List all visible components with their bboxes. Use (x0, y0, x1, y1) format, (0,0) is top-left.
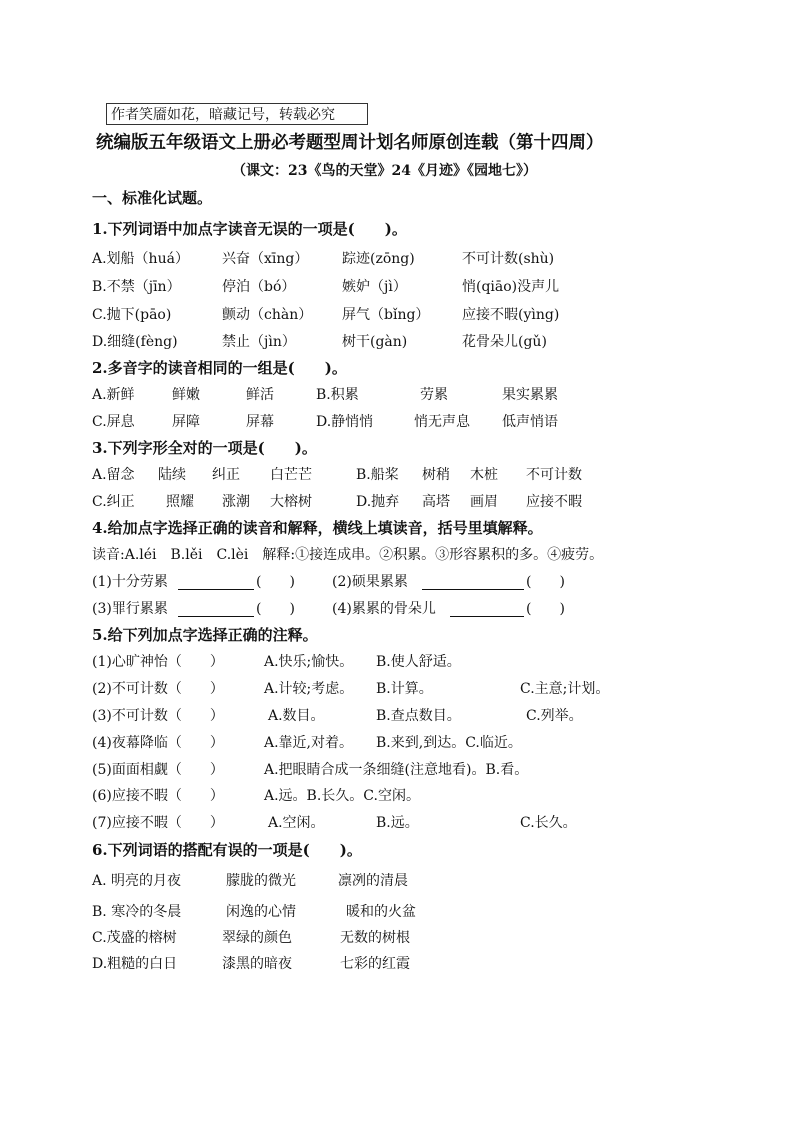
question-5-row (92, 811, 732, 835)
option-word: 照耀 (166, 494, 194, 510)
question-3-stem: 3.下列字形全对的一项是( )。 (92, 439, 317, 457)
option-d-word-3: 树干(gàn) (342, 334, 408, 350)
option-word: 大榕树 (270, 494, 312, 510)
option-word: 闲逸的心情 (226, 904, 296, 920)
question-6-row-c (92, 926, 732, 950)
option-c-word-3: 屏气（bǐng） (342, 307, 430, 323)
option-word: 陆续 (158, 467, 186, 483)
option-word: 凛冽的清晨 (338, 873, 408, 889)
option-word: B. 寒冷的冬晨 (92, 904, 182, 920)
question-4-items-row-2 (92, 597, 732, 621)
option-word: 七彩的红霞 (340, 956, 410, 972)
option-a-word-2: 兴奋（xīng） (222, 251, 309, 267)
choice-b: B.来到,到达。C.临近。 (376, 735, 522, 751)
pronunciation-and-meaning-options: 读音:A.léi B.lěi C.lèi 解释:①接连成串。②积累。③形容累积的多。④疲劳。 (92, 547, 604, 563)
item-label: (4)夜幕降临（ ） (92, 735, 224, 751)
option-word: 鲜嫩 (172, 387, 200, 403)
question-6-row-d (92, 952, 732, 976)
question-5-row (92, 677, 732, 701)
choice-b: B.计算。 (376, 681, 433, 697)
option-b-word-1: B.不禁（jīn） (92, 279, 181, 295)
option-word: 暖和的火盆 (346, 904, 416, 920)
option-word: 纠正 (212, 467, 240, 483)
option-word: A.新鲜 (92, 387, 135, 403)
option-c-word-4: 应接不暇(yìng) (462, 307, 560, 323)
choice-c: C.长久。 (520, 815, 577, 831)
option-word: 朦胧的微光 (226, 873, 296, 889)
answer-parens: ( ) (256, 601, 295, 617)
option-word: 涨潮 (222, 494, 250, 510)
option-a-word-1: A.划船（huá） (92, 251, 189, 267)
answer-blank[interactable] (450, 600, 524, 617)
question-4-items-row-1 (92, 570, 732, 594)
question-1-row-b (92, 275, 732, 299)
question-2-row-1 (92, 383, 732, 407)
option-a-word-3: 踪迹(zōng) (342, 251, 415, 267)
choice-c: C.列举。 (526, 708, 583, 724)
choice-a: A.计较;考虑。 (264, 681, 354, 697)
option-word: 高塔 (422, 494, 450, 510)
option-word: D.静悄悄 (316, 414, 374, 430)
author-watermark: 作者笑靥如花，暗藏记号，转载必究 (106, 103, 368, 125)
question-5-row (92, 758, 732, 782)
option-a-word-4: 不可计数(shù) (462, 251, 555, 267)
question-2-stem: 2.多音字的读音相同的一组是( )。 (92, 359, 347, 377)
question-6-row-b (92, 900, 732, 924)
item-label: (6)应接不暇（ ） (92, 788, 224, 804)
item-label: (2)不可计数（ ） (92, 681, 224, 697)
option-word: C.茂盛的榕树 (92, 930, 177, 946)
option-b-word-3: 嫉妒（jì） (342, 279, 407, 295)
answer-parens: ( ) (526, 574, 565, 590)
question-1-row-a (92, 247, 732, 271)
option-word: 低声悄语 (502, 414, 558, 430)
option-d-word-1: D.细缝(fèng) (92, 334, 178, 350)
option-word: C.屏息 (92, 414, 135, 430)
item-label: (3)不可计数（ ） (92, 708, 224, 724)
question-1-row-d (92, 330, 732, 354)
choice-b: B.查点数目。 (376, 708, 461, 724)
option-word: 屏幕 (246, 414, 274, 430)
option-word: 漆黑的暗夜 (222, 956, 292, 972)
option-word: 木桩 (470, 467, 498, 483)
section-heading: 一、标准化试题。 (92, 189, 213, 207)
question-1-stem: 1.下列词语中加点字读音无误的一项是( )。 (92, 220, 407, 238)
option-b-word-2: 停泊（bó） (222, 279, 296, 295)
answer-parens: ( ) (526, 601, 565, 617)
option-word: C.纠正 (92, 494, 135, 510)
option-word: 悄无声息 (414, 414, 470, 430)
answer-parens: ( ) (256, 574, 295, 590)
choice-a: A.数目。 (268, 708, 325, 724)
question-5-stem: 5.给下列加点字选择正确的注释。 (92, 626, 318, 644)
option-word: 劳累 (420, 387, 448, 403)
item-label: (2)硕果累累 (332, 574, 408, 590)
answer-blank[interactable] (422, 573, 524, 590)
option-word: 果实累累 (502, 387, 558, 403)
option-word: 鲜活 (246, 387, 274, 403)
choice-a: A.靠近,对着。 (264, 735, 354, 751)
choice-a: A.空闲。 (268, 815, 325, 831)
question-2-row-2 (92, 410, 732, 434)
question-1-row-c (92, 303, 732, 327)
option-word: 画眉 (470, 494, 498, 510)
answer-blank[interactable] (178, 600, 254, 617)
item-label: (5)面面相觑（ ） (92, 762, 224, 778)
choice-c: C.主意;计划。 (520, 681, 610, 697)
question-3-row-2 (92, 490, 732, 514)
choice-b: B.远。 (376, 815, 419, 831)
option-word: D.粗糙的白日 (92, 956, 178, 972)
option-word: D.抛弃 (356, 494, 400, 510)
option-word: 翠绿的颜色 (222, 930, 292, 946)
item-label: (1)十分劳累 (92, 574, 168, 590)
question-5-row (92, 731, 732, 755)
item-label: (3)罪行累累 (92, 601, 168, 617)
option-word: A. 明亮的月夜 (92, 873, 182, 889)
option-c-word-1: C.抛下(pāo) (92, 307, 172, 323)
option-word: 应接不暇 (526, 494, 582, 510)
option-word: 无数的树根 (340, 930, 410, 946)
item-label: (4)累累的骨朵儿 (332, 601, 436, 617)
option-b-word-4: 悄(qiāo)没声儿 (462, 279, 560, 295)
question-4-stem: 4.给加点字选择正确的读音和解释，横线上填读音，括号里填解释。 (92, 519, 543, 537)
option-word: 屏障 (172, 414, 200, 430)
question-4-options (92, 543, 732, 567)
question-5-row (92, 650, 732, 674)
question-3-row-1 (92, 463, 732, 487)
choice-a: A.把眼睛合成一条细缝(注意地看)。B.看。 (264, 762, 529, 778)
option-word: B.船桨 (356, 467, 399, 483)
choice-b: B.使人舒适。 (376, 654, 461, 670)
question-5-row (92, 704, 732, 728)
option-word: A.留念 (92, 467, 135, 483)
option-d-word-4: 花骨朵儿(gǔ) (462, 334, 547, 350)
question-6-stem: 6.下列词语的搭配有误的一项是( )。 (92, 841, 362, 859)
choice-a: A.快乐;愉快。 (264, 654, 354, 670)
option-word: 树稍 (422, 467, 450, 483)
choice-a: A.远。B.长久。C.空闲。 (264, 788, 420, 804)
option-d-word-2: 禁止（jìn） (222, 334, 296, 350)
question-5-row (92, 784, 732, 808)
item-label: (1)心旷神怡（ ） (92, 654, 224, 670)
option-word: B.积累 (316, 387, 359, 403)
page-subtitle: （课文：23《鸟的天堂》24《月迹》《园地七》） (232, 163, 537, 179)
item-label: (7)应接不暇（ ） (92, 815, 224, 831)
answer-blank[interactable] (178, 573, 254, 590)
page-title: 统编版五年级语文上册必考题型周计划名师原创连载（第十四周） (96, 133, 604, 153)
question-6-row-a (92, 869, 732, 893)
option-c-word-2: 颤动（chàn） (222, 307, 313, 323)
option-word: 白芒芒 (270, 467, 312, 483)
option-word: 不可计数 (526, 467, 582, 483)
